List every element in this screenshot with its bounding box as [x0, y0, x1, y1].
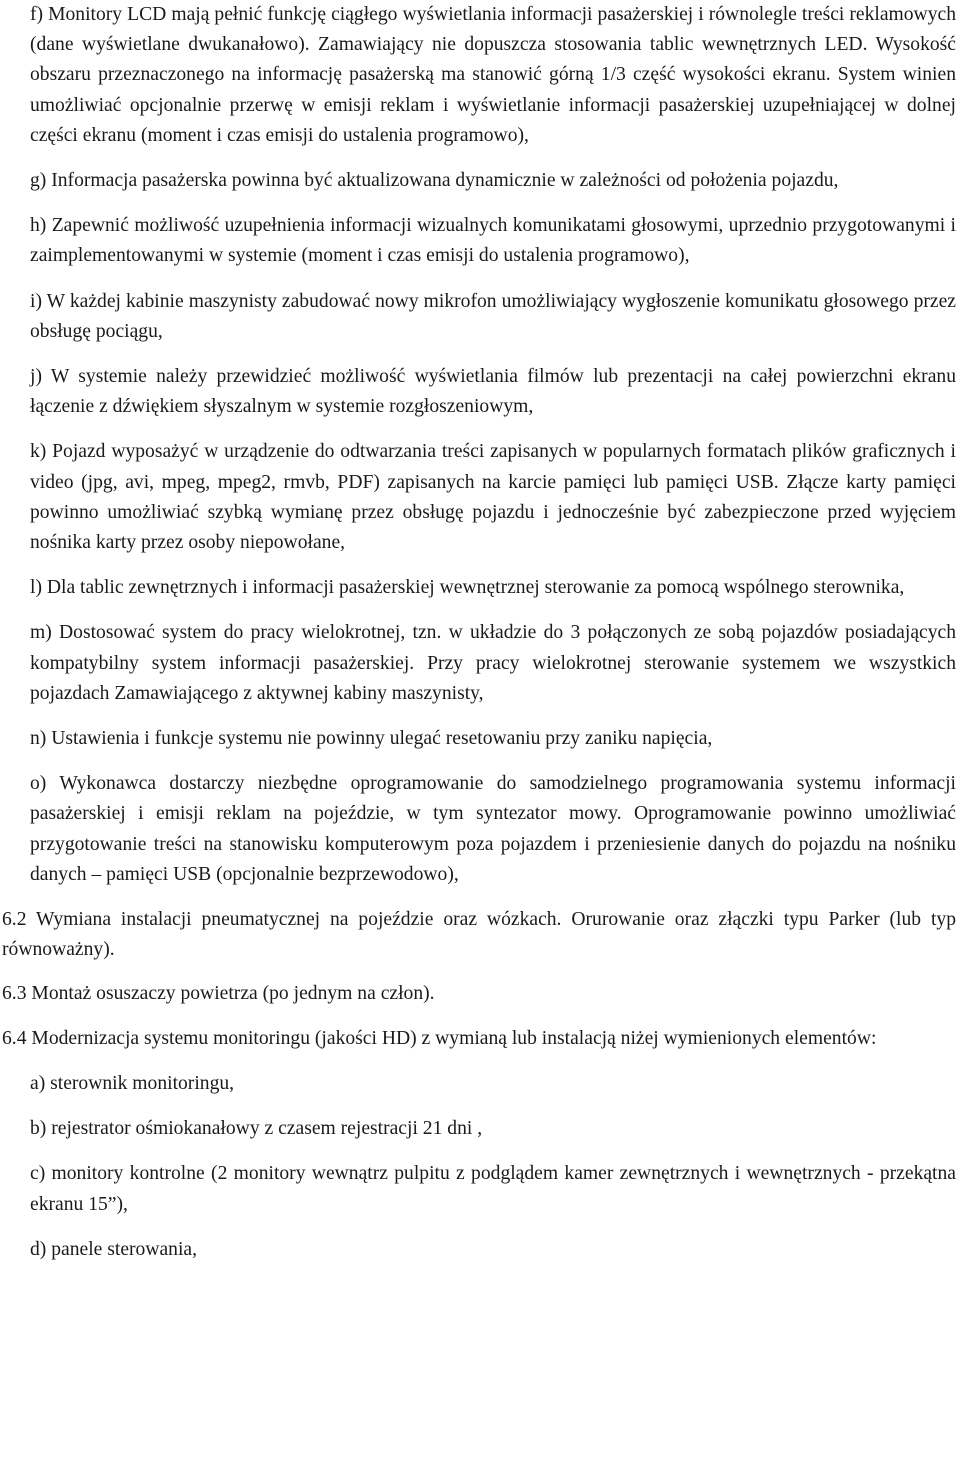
item-j: j) W systemie należy przewidzieć możliwość wyświetlania filmów lub prezentacji na całej powierzchni ekranu łączenie z dźwiękiem słyszalnym w systemie rozgłoszeniowym, [30, 366, 956, 418]
item-f: f) Monitory LCD mają pełnić funkcję ciągłego wyświetlania informacji pasażerskiej i równolegle treści reklamowych (dane wyświetlane dwukanałowo). Zamawiający nie dopuszcza stosowania tablic wewnętrznych LED. Wysokość obszaru przeznaczonego na informację pasażerską ma stanowić górną 1/3 część wysokości ekranu. System winien umożliwiać opcjonalnie przerwę w emisji reklam i wyświetlanie informacji pasażerskiej uzupełniającej w dolnej części ekranu (moment i czas emisji do ustalenia programowo), [30, 4, 956, 146]
subitem-b: b) rejestrator ośmiokanałowy z czasem rejestracji 21 dni , [30, 1118, 483, 1140]
item-i: i) W każdej kabinie maszynisty zabudować nowy mikrofon umożliwiający wygłoszenie komunikatu głosowego przez obsługę pociągu, [30, 290, 956, 342]
item-h: h) Zapewnić możliwość uzupełnienia informacji wizualnych komunikatami głosowymi, uprzednio przygotowanymi i zaimplementowanymi w systemie (moment i czas emisji do ustalenia programowo), [30, 215, 956, 267]
item-n: n) Ustawienia i funkcje systemu nie powinny ulegać resetowaniu przy zaniku napięcia, [30, 728, 713, 750]
section-6-2: 6.2 Wymiana instalacji pneumatycznej na pojeździe oraz wózkach. Orurowanie oraz złączki typu Parker (lub typ równoważny). [2, 909, 956, 961]
item-l: l) Dla tablic zewnętrznych i informacji pasażerskiej wewnętrznej sterowanie za pomocą wspólnego sterownika, [30, 577, 905, 599]
item-g: g) Informacja pasażerska powinna być aktualizowana dynamicznie w zależności od położenia pojazdu, [30, 170, 839, 192]
subitem-a: a) sterownik monitoringu, [30, 1072, 235, 1094]
subitem-c: c) monitory kontrolne (2 monitory wewnątrz pulpitu z podglądem kamer zewnętrznych i wewnętrznych - przekątna ekranu 15”), [30, 1163, 956, 1215]
item-o: o) Wykonawca dostarczy niezbędne oprogramowanie do samodzielnego programowania systemu informacji pasażerskiej i emisji reklam na pojeździe, w tym syntezator mowy. Oprogramowanie powinno umożliwiać przygotowanie treści na stanowisku komputerowym poza pojazdem i przeniesienie danych do pojazdu na nośniku danych – pamięci USB (opcjonalnie bezprzewodowo), [30, 773, 956, 885]
subitem-d: d) panele sterowania, [30, 1238, 198, 1260]
item-k: k) Pojazd wyposażyć w urządzenie do odtwarzania treści zapisanych w popularnych formatach plików graficznych i video (jpg, avi, mpeg, mpeg2, rmvb, PDF) zapisanych na karcie pamięci lub pamięci USB. Złącze karty pamięci powinno umożliwiać szybką wymianę przez obsługę pojazdu i jednocześnie być zabezpieczone przed wyjęciem nośnika karty przez osoby niepowołane, [30, 441, 956, 554]
section-6-4: 6.4 Modernizacja systemu monitoringu (jakości HD) z wymianą lub instalacją niżej wymienionych elementów: [2, 1027, 877, 1049]
section-6-3: 6.3 Montaż osuszaczy powietrza (po jednym na człon). [2, 983, 435, 1005]
item-m: m) Dostosować system do pracy wielokrotnej, tzn. w układzie do 3 połączonych ze sobą pojazdów posiadających kompatybilny system informacji pasażerskiej. Przy pracy wielokrotnej sterowanie systemem we wszystkich pojazdach Zamawiającego z aktywnej kabiny maszynisty, [30, 622, 956, 704]
